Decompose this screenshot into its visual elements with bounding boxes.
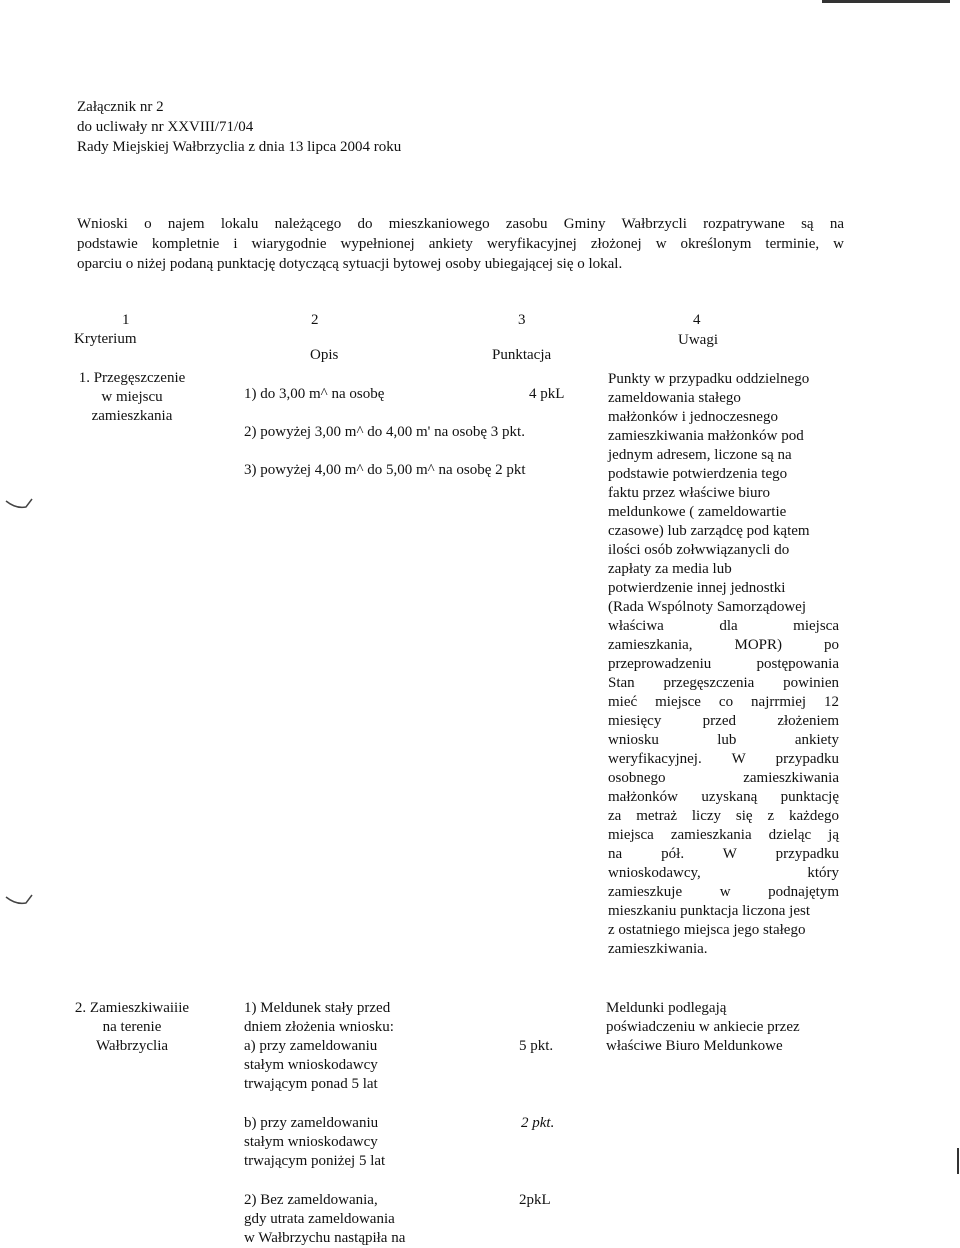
header-line: Rady Miejskiej Wałbrzyclia z dnia 13 lipca 2004 roku: [77, 139, 402, 155]
note-line: Meldunki podlegają: [606, 1000, 727, 1016]
row1-item-1-points: 4 pkL: [529, 386, 565, 402]
criterion-line: 2. Zamieszkiwaiiie: [74, 1000, 190, 1016]
column-number-2: 2: [311, 312, 319, 328]
note-line: na pół. W przypadku: [608, 846, 839, 862]
note-line: małżonków uzyskaną punktację: [608, 789, 839, 805]
item-line: b) przy zameldowaniu: [244, 1115, 379, 1131]
column-header-criterion: Kryterium: [74, 331, 137, 347]
row2-item-1: [244, 999, 394, 1094]
row2-item-1-points: 5 pkt.: [519, 1038, 554, 1054]
row2-criterion: [64, 999, 200, 1056]
note-line: Punkty w przypadku oddzielnego: [608, 371, 810, 387]
note-line: miejsca zamieszkania dzieląc ją: [608, 827, 839, 843]
criterion-line: na terenie: [102, 1019, 162, 1035]
note-line: właściwe Biuro Meldunkowe: [606, 1038, 783, 1054]
note-line: Stan przegęszczenia powinien: [608, 675, 839, 691]
criterion-line: 1. Przegęszczenie: [78, 370, 186, 386]
row1-item-3: 3) powyżej 4,00 m^ do 5,00 m^ na osobę 2 pkt: [244, 462, 526, 478]
note-line: za metraż liczy się z każdego: [608, 808, 839, 824]
row1-notes: [608, 370, 839, 959]
row2-item-3-points: 2pkL: [519, 1192, 551, 1208]
item-line: w Wałbrzychu nastąpiła na: [244, 1230, 406, 1246]
intro-line: Wnioski o najem lokalu należącego do mieszkaniowego zasobu Gminy Wałbrzycli rozpatrywane są na: [77, 216, 844, 232]
item-line: stałym wnioskodawcy: [244, 1057, 378, 1073]
column-number-4: 4: [693, 312, 701, 328]
note-line: (Rada Wspólnoty Samorządowej: [608, 599, 807, 615]
note-line: wnioskodawcy, który: [608, 865, 839, 881]
column-number-3: 3: [518, 312, 526, 328]
note-line: podstawie potwierdzenia tego: [608, 466, 788, 482]
scan-artifact-stroke: [2, 497, 36, 511]
note-line: mieszkaniu punktacja liczona jest: [608, 903, 811, 919]
item-line: stałym wnioskodawcy: [244, 1134, 378, 1150]
scan-artifact-mark: [2, 893, 36, 913]
intro-line: oparciu o niżej podaną punktację dotyczącą sytuacji bytowej osoby ubiegającej się o lokal.: [77, 256, 623, 272]
criterion-line: w miejscu: [101, 389, 163, 405]
row2-notes: [606, 999, 800, 1056]
note-line: faktu przez właściwe biuro: [608, 485, 771, 501]
item-line: gdy utrata zameldowania: [244, 1211, 395, 1227]
note-line: osobnego zamieszkiwania: [608, 770, 839, 786]
intro-paragraph: [77, 215, 844, 275]
scan-edge-line: [957, 1148, 959, 1174]
column-number-1: 1: [122, 312, 130, 328]
column-header-description: Opis: [310, 347, 339, 363]
note-line: przeprowadzeniu postępowania: [608, 656, 839, 672]
note-line: ilości osób zołwwiązanycli do: [608, 542, 790, 558]
note-line: miesięcy przed złożeniem: [608, 713, 839, 729]
note-line: zamieszkiwania.: [608, 941, 708, 957]
note-line: meldunkowe ( zameldowartie: [608, 504, 787, 520]
note-line: czasowe) lub zarządcę pod kątem: [608, 523, 810, 539]
note-line: jednym adresem, liczone są na: [608, 447, 792, 463]
column-header-notes: Uwagi: [678, 332, 718, 348]
note-line: zamieszkuje w podnajętym: [608, 884, 839, 900]
criterion-line: zamieszkania: [91, 408, 173, 424]
note-line: weryfikacyjnej. W przypadku: [608, 751, 839, 767]
item-line: a) przy zameldowaniu: [244, 1038, 378, 1054]
note-line: potwierdzenie innej jednostki: [608, 580, 786, 596]
row2-item-2-points: 2 pkt.: [521, 1115, 555, 1131]
intro-line: podstawie kompletnie i wiarygodnie wypełnionej ankiety weryfikacyjnej złożonej w określonym terminie, w: [77, 236, 844, 252]
note-line: zamieszkania, MOPR) po: [608, 637, 839, 653]
note-line: zamieszkiwania małżonków pod: [608, 428, 804, 444]
item-line: dniem złożenia wniosku:: [244, 1019, 394, 1035]
header-line: do ucliwały nr XXVIII/71/04: [77, 119, 254, 135]
item-line: trwającym ponad 5 lat: [244, 1076, 378, 1092]
row1-item-2: 2) powyżej 3,00 m^ do 4,00 m' na osobę 3 pkt.: [244, 424, 525, 440]
note-line: małżonków i jednoczesnego: [608, 409, 778, 425]
note-line: zapłaty za media lub: [608, 561, 732, 577]
row2-item-2: [244, 1114, 385, 1171]
item-line: trwającym poniżej 5 lat: [244, 1153, 386, 1169]
note-line: z ostatniego miejsca jego stałego: [608, 922, 806, 938]
item-line: 1) Meldunek stały przed: [244, 1000, 391, 1016]
criterion-line: Wałbrzyclia: [95, 1038, 169, 1054]
item-line: 2) Bez zameldowania,: [244, 1192, 378, 1208]
row2-item-3: [244, 1191, 405, 1248]
note-line: wniosku lub ankiety: [608, 732, 839, 748]
note-line: właściwa dla miejsca: [608, 618, 839, 634]
header-line: Załącznik nr 2: [77, 99, 164, 115]
scan-artifact-stroke: [2, 893, 36, 907]
row1-criterion: [64, 369, 200, 426]
attachment-header: [77, 98, 401, 158]
scan-artifact-mark: [2, 497, 36, 517]
note-line: mieć miejsce co najrrmiej 12: [608, 694, 839, 710]
scan-edge-mark: [822, 0, 950, 3]
column-header-points: Punktacja: [492, 347, 552, 363]
note-line: zameldowania stałego: [608, 390, 741, 406]
row1-item-1: 1) do 3,00 m^ na osobę: [244, 386, 385, 402]
note-line: poświadczeniu w ankiecie przez: [606, 1019, 800, 1035]
